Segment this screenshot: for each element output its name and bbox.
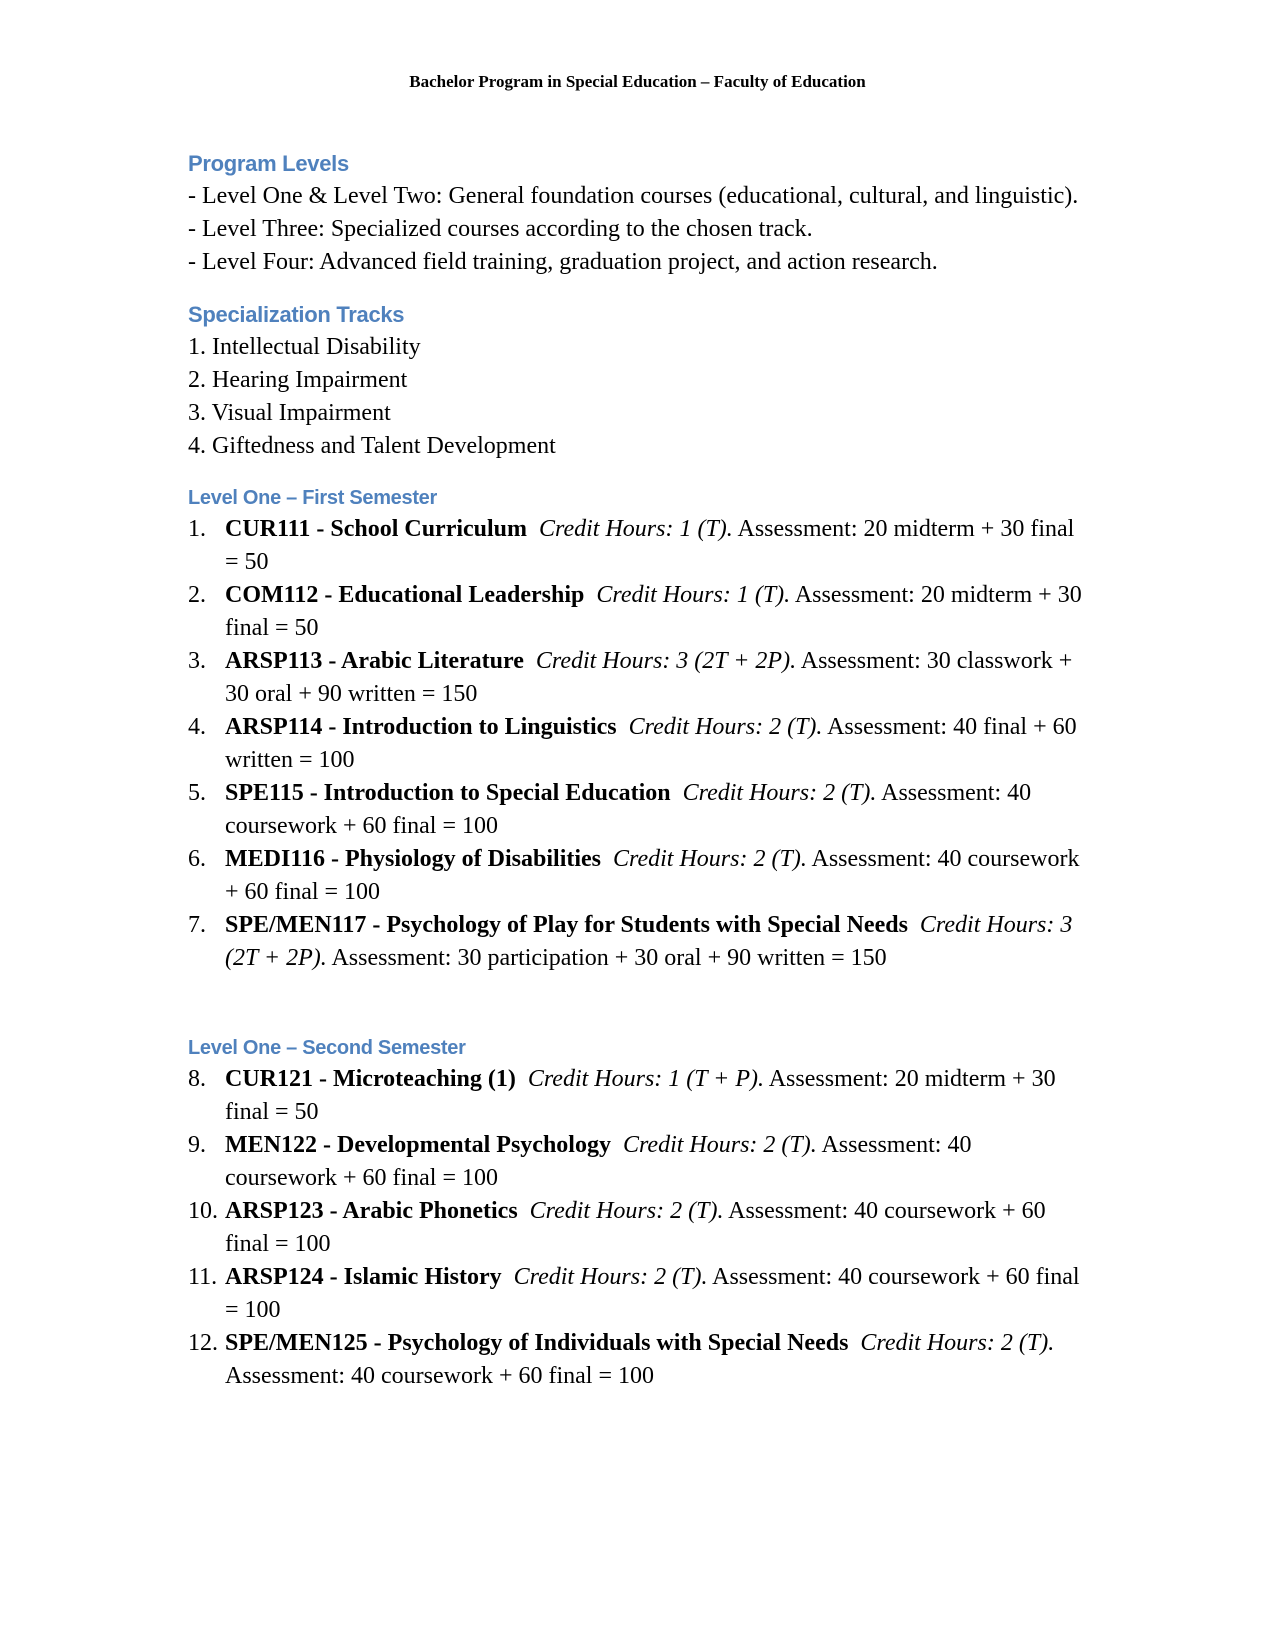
program-levels-section (188, 148, 1088, 279)
course-item (188, 579, 1088, 645)
course-item (188, 513, 1088, 579)
course-credits: Credit Hours: 2 (T). (529, 1198, 724, 1224)
page-header: Bachelor Program in Special Education – Faculty of Education (409, 72, 866, 91)
course-title: MEN122 - Developmental Psychology (225, 1132, 611, 1158)
semester-heading: Level One – Second Semester (188, 1037, 466, 1059)
course-number: 11. (188, 1264, 218, 1290)
course-assessment: Assessment: 40 coursework + 60 final = 100 (225, 1363, 655, 1389)
specialization-tracks-heading: Specialization Tracks (188, 302, 405, 327)
course-list (188, 1063, 1088, 1393)
course-credits: Credit Hours: 3 (2T + 2P). (225, 912, 1073, 971)
track-item: 3. Visual Impairment (188, 400, 391, 426)
course-assessment: Assessment: 40 coursework + 60 final = 100 (225, 1198, 1046, 1257)
course-credits: Credit Hours: 2 (T). (860, 1330, 1055, 1356)
course-list (188, 513, 1088, 975)
course-credits: Credit Hours: 3 (2T + 2P). (535, 648, 797, 674)
course-item (188, 1129, 1088, 1195)
course-number: 9. (188, 1132, 206, 1158)
course-credits: Credit Hours: 2 (T). (613, 846, 807, 872)
course-credits: Credit Hours: 1 (T). (539, 516, 733, 542)
course-credits: Credit Hours: 2 (T). (622, 1132, 817, 1158)
course-assessment: Assessment: 30 participation + 30 oral + 90 written = 150 (331, 945, 887, 971)
course-title: ARSP113 - Arabic Literature (225, 648, 524, 674)
course-number: 8. (188, 1066, 206, 1092)
course-number: 7. (188, 912, 206, 938)
course-title: ARSP123 - Arabic Phonetics (225, 1198, 518, 1224)
course-number: 10. (188, 1198, 218, 1224)
course-assessment: Assessment: 40 coursework + 60 final = 100 (225, 846, 1080, 905)
course-item (188, 1261, 1088, 1327)
course-assessment: Assessment: 40 coursework + 60 final = 100 (225, 1132, 972, 1191)
course-assessment: Assessment: 20 midterm + 30 final = 50 (225, 1066, 1056, 1125)
course-item (188, 1195, 1088, 1261)
program-levels-heading: Program Levels (188, 151, 349, 176)
course-item (188, 909, 1088, 975)
course-item (188, 1327, 1088, 1393)
course-title: CUR121 - Microteaching (1) (225, 1066, 516, 1092)
document-body (188, 148, 1088, 1393)
course-credits: Credit Hours: 1 (T). (596, 582, 791, 608)
course-assessment: Assessment: 40 coursework + 60 final = 100 (225, 780, 1032, 839)
course-item (188, 645, 1088, 711)
specialization-tracks-section (188, 299, 1088, 463)
course-item (188, 1063, 1088, 1129)
course-credits: Credit Hours: 1 (T + P). (527, 1066, 765, 1092)
program-level-item: - Level Three: Specialized courses according to the chosen track. (188, 216, 813, 242)
course-number: 4. (188, 714, 206, 740)
course-credits: Credit Hours: 2 (T). (628, 714, 823, 740)
course-item (188, 843, 1088, 909)
semester-section-first (188, 483, 1088, 975)
course-title: COM112 - Educational Leadership (225, 582, 585, 608)
course-credits: Credit Hours: 2 (T). (513, 1264, 708, 1290)
track-item: 1. Intellectual Disability (188, 334, 421, 360)
course-title: SPE115 - Introduction to Special Education (225, 780, 671, 806)
course-number: 6. (188, 846, 206, 872)
course-number: 5. (188, 780, 206, 806)
course-title: SPE/MEN125 - Psychology of Individuals with Special Needs (225, 1330, 849, 1356)
course-number: 3. (188, 648, 206, 674)
course-credits: Credit Hours: 2 (T). (682, 780, 877, 806)
semester-heading: Level One – First Semester (188, 487, 437, 509)
course-title: ARSP114 - Introduction to Linguistics (225, 714, 617, 740)
course-number: 2. (188, 582, 206, 608)
program-level-item: - Level Four: Advanced field training, graduation project, and action research. (188, 249, 938, 275)
semester-section-second (188, 1033, 1088, 1393)
course-item (188, 777, 1088, 843)
course-title: SPE/MEN117 - Psychology of Play for Students with Special Needs (225, 912, 908, 938)
program-level-item: - Level One & Level Two: General foundation courses (educational, cultural, and linguistic). (188, 183, 1079, 209)
course-assessment: Assessment: 40 final + 60 written = 100 (225, 714, 1077, 773)
course-number: 1. (188, 516, 206, 542)
course-title: CUR111 - School Curriculum (225, 516, 528, 542)
course-item (188, 711, 1088, 777)
course-assessment: Assessment: 20 midterm + 30 final = 50 (225, 516, 1075, 575)
course-assessment: Assessment: 20 midterm + 30 final = 50 (225, 582, 1082, 641)
track-item: 2. Hearing Impairment (188, 367, 408, 393)
course-assessment: Assessment: 40 coursework + 60 final = 100 (225, 1264, 1080, 1323)
course-assessment: Assessment: 30 classwork + 30 oral + 90 written = 150 (225, 648, 1073, 707)
course-number: 12. (188, 1330, 218, 1356)
track-item: 4. Giftedness and Talent Development (188, 433, 556, 459)
course-title: MEDI116 - Physiology of Disabilities (225, 846, 602, 872)
course-title: ARSP124 - Islamic History (225, 1264, 502, 1290)
